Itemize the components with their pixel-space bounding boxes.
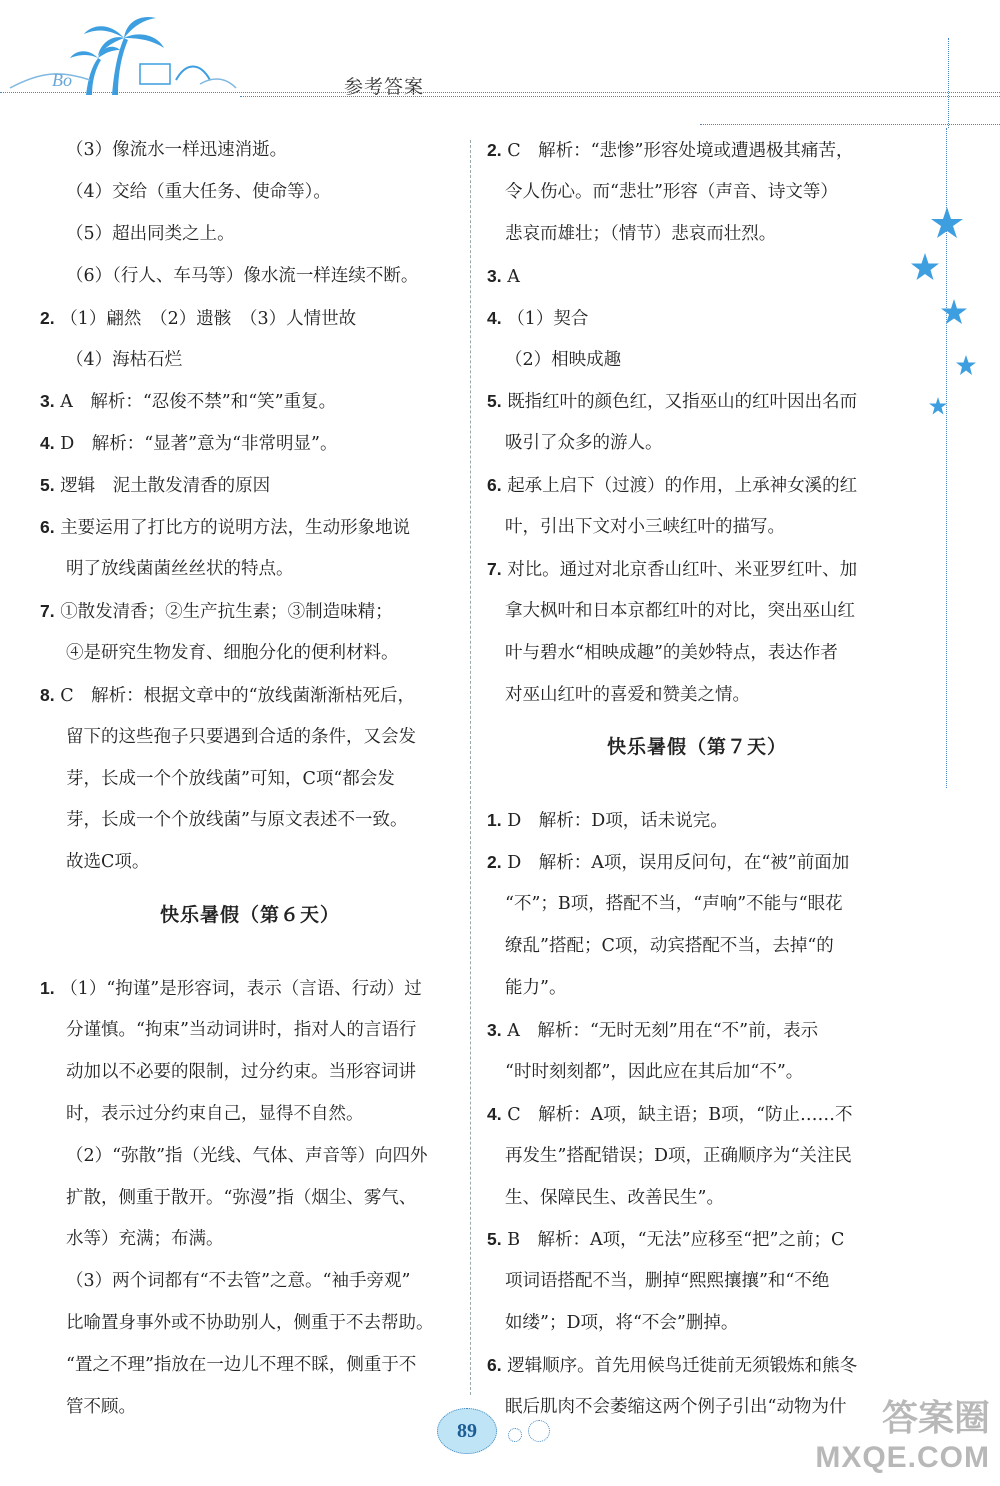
answer-text: 既指红叶的颜色红，又指巫山的红叶因出名而 — [507, 392, 858, 413]
answer-text: D 解析：“显著”意为“非常明显”。 — [60, 434, 338, 455]
answer-text: 分谨慎。“拘束”当动词讲时，指对人的言语行 — [66, 1019, 417, 1040]
answer-text: C 解析：A项，缺主语；B项，“防止……不 — [507, 1104, 853, 1125]
answer-text: B 解析：A项，“无法”应移至“把”之前；C — [507, 1230, 845, 1251]
answer-line — [40, 306, 356, 331]
answer-line — [487, 557, 857, 582]
answer-line — [505, 348, 621, 372]
answer-line — [505, 683, 750, 707]
corner-dotted-line — [948, 38, 949, 128]
answer-line — [66, 767, 395, 791]
question-number: 5. — [487, 1229, 502, 1250]
answer-text: 明了放线菌菌丝丝状的特点。 — [66, 559, 294, 579]
answer-line — [40, 431, 338, 456]
answer-line — [505, 1060, 803, 1084]
answer-text: 眠后肌肉不会萎缩这两个例子引出“动物为什 — [505, 1397, 847, 1417]
answer-text: A 解析：“忍俊不禁”和“笑”重复。 — [60, 392, 337, 413]
header-divider-line — [0, 92, 1000, 93]
answer-line — [505, 431, 663, 455]
question-number: 6. — [40, 517, 55, 538]
answer-line — [487, 306, 588, 331]
answer-text: 留下的这些孢子只要遇到合适的条件，又会发 — [66, 726, 416, 747]
answer-line — [66, 348, 182, 372]
answer-line — [487, 1227, 844, 1252]
answer-line — [66, 1269, 410, 1293]
question-number: 3. — [487, 265, 502, 286]
answer-text: “时时刻刻都”，因此应在其后加“不”。 — [505, 1061, 804, 1082]
answer-line — [66, 1018, 416, 1042]
answer-line — [66, 1144, 428, 1168]
answer-line — [40, 683, 415, 708]
answer-text: （3）两个词都有“不去管”之意。“袖手旁观” — [66, 1271, 411, 1292]
palm-tree-logo-icon — [0, 0, 240, 100]
question-number: 4. — [487, 307, 502, 328]
answer-text: 逻辑顺序。首先用候鸟迁徙前无须锻炼和熊冬 — [507, 1356, 858, 1377]
watermark-url: MXQE.COM — [815, 1441, 990, 1474]
answer-text: 比喻置身事外或不协助别人，侧重于不去帮助。 — [66, 1313, 434, 1334]
answer-text: 叶与碧水“相映成趣”的美妙特点，表达作者 — [505, 642, 838, 663]
answer-text: A — [507, 266, 520, 287]
answer-line — [505, 1144, 852, 1168]
watermark — [815, 1398, 990, 1478]
question-number: 3. — [40, 391, 55, 412]
answer-line — [505, 641, 838, 665]
answer-line — [66, 1395, 136, 1419]
answer-text: 项词语搭配不当，删掉“熙熙攘攘”和“不绝 — [505, 1271, 830, 1292]
answer-text: 再发生”搭配错误；D项，正确顺序为“关注民 — [505, 1145, 852, 1166]
question-number: 2. — [487, 852, 502, 873]
answer-line — [487, 808, 728, 833]
question-number: 2. — [487, 140, 502, 160]
question-number: 3. — [487, 1019, 502, 1040]
answer-text: “不”；B项，搭配不当，“声响”不能与“眼花 — [505, 894, 843, 915]
answer-line — [40, 389, 336, 414]
answer-text: ①散发清香；②生产抗生素；③制造味精； — [60, 601, 393, 622]
answer-line — [487, 264, 520, 289]
question-number: 8. — [40, 684, 55, 705]
question-number: 2. — [40, 307, 55, 328]
answer-line — [66, 1353, 416, 1377]
answer-line — [66, 180, 331, 204]
answer-line — [66, 222, 235, 246]
answer-line — [505, 599, 855, 623]
answer-text: 对巫山红叶的喜爱和赞美之情。 — [505, 684, 750, 705]
answer-line — [40, 599, 393, 624]
answer-text: 起承上启下（过渡）的作用，上承神女溪的红 — [507, 476, 858, 497]
star-icon — [955, 354, 977, 376]
answer-line — [487, 1018, 818, 1043]
answer-text: （4）交给（重大任务、使命等）。 — [66, 181, 331, 202]
answer-line — [66, 725, 416, 749]
watermark-logo-text: 答案圈 — [881, 1397, 990, 1438]
answer-line — [505, 1311, 738, 1335]
decor-bubble — [528, 1420, 550, 1442]
answer-line — [487, 1353, 857, 1378]
question-number: 1. — [40, 978, 55, 998]
answer-line — [487, 473, 857, 498]
answer-text: （1）翩然 （2）遗骸 （3）人情世故 — [60, 308, 357, 329]
page-number-badge: 89 — [437, 1408, 497, 1454]
answer-line — [40, 515, 410, 540]
page-header-title: 参考答案 — [344, 76, 425, 98]
answer-text: （5）超出同类之上。 — [66, 223, 235, 244]
answer-text: D 解析：D项，话未说完。 — [507, 811, 728, 832]
answer-text: （4）海枯石烂 — [66, 349, 183, 370]
answer-line — [66, 557, 294, 581]
star-icon — [940, 298, 968, 326]
star-icon — [930, 206, 964, 240]
answer-line — [505, 180, 838, 204]
answer-line — [40, 473, 270, 498]
section-heading-day6: 快乐暑假（第６天） — [159, 904, 340, 926]
question-number: 5. — [40, 475, 55, 496]
answer-text: A 解析：“无时无刻”用在“不”前，表示 — [507, 1020, 819, 1041]
answer-line — [66, 808, 407, 832]
answer-line — [505, 1269, 829, 1293]
question-number: 7. — [40, 600, 55, 621]
question-number: 6. — [487, 475, 502, 496]
svg-text:Bo: Bo — [52, 70, 72, 90]
answer-line — [66, 1102, 364, 1126]
decor-bubble — [508, 1428, 522, 1442]
answer-text: 生、保障民生、改善民生”。 — [505, 1187, 724, 1208]
answer-text: 能力”。 — [505, 978, 567, 998]
answer-text: （2）相映成趣 — [505, 349, 622, 370]
answer-line — [505, 1186, 724, 1210]
answer-text: 叶，引出下文对小三峡红叶的描写。 — [505, 517, 785, 538]
answer-line — [505, 222, 776, 246]
answer-line — [505, 892, 843, 916]
answer-line — [487, 1102, 853, 1127]
question-number: 1. — [487, 810, 502, 831]
answer-text: 动加以不必要的限制，过分约束。当形容词讲 — [66, 1061, 416, 1082]
answer-line — [66, 1186, 416, 1210]
answer-text: 时，表示过分约束自己，显得不自然。 — [66, 1103, 364, 1124]
question-number: 5. — [487, 391, 502, 412]
answer-text: C 解析：“悲惨”形容处境或遭遇极其痛苦， — [507, 141, 854, 161]
answer-text: 逻辑 泥土散发清香的原因 — [60, 476, 271, 497]
answer-line — [66, 1227, 224, 1251]
question-number: 7. — [487, 559, 502, 579]
answer-line — [505, 976, 566, 1000]
answer-text: 芽，长成一个个放线菌”可知，C项“都会发 — [66, 768, 395, 789]
answer-line — [487, 138, 853, 163]
answer-line — [66, 264, 418, 288]
answer-text: 如缕”；D项，将“不会”删掉。 — [505, 1313, 739, 1334]
answer-text: 缭乱”搭配；C项，动宾搭配不当，去掉“的 — [505, 936, 834, 957]
answer-text: 扩散，侧重于散开。“弥漫”指（烟尘、雾气、 — [66, 1187, 417, 1208]
corner-dotted-line — [700, 124, 1000, 125]
answer-text: D 解析：A项，误用反问句，在“被”前面加 — [507, 853, 850, 874]
answer-text: “置之不理”指放在一边儿不理不睬，侧重于不 — [66, 1355, 417, 1376]
answer-line — [66, 850, 149, 874]
answer-text: 令人伤心。而“悲壮”形容（声音、诗文等） — [505, 181, 838, 202]
answer-line — [487, 389, 857, 414]
answer-line — [505, 515, 785, 539]
answer-text: 对比。通过对北京香山红叶、米亚罗红叶、加 — [507, 560, 858, 580]
question-number: 4. — [40, 433, 55, 454]
question-number: 6. — [487, 1355, 502, 1376]
star-icon — [928, 396, 948, 416]
column-divider — [470, 140, 471, 1395]
answer-text: 管不顾。 — [66, 1397, 136, 1417]
answer-text: 水等）充满；布满。 — [66, 1229, 224, 1250]
header-divider-line — [240, 96, 1000, 97]
answer-text: 故选C项。 — [66, 852, 150, 873]
answer-line — [66, 1311, 434, 1335]
answer-line — [487, 850, 849, 875]
answer-line — [66, 641, 399, 665]
answer-line — [40, 976, 422, 1001]
answer-line — [505, 1395, 846, 1419]
answer-text: （6）（行人、车马等）像水流一样连续不断。 — [66, 265, 419, 286]
answer-line — [505, 934, 834, 958]
answer-text: 主要运用了打比方的说明方法，生动形象地说 — [60, 518, 411, 539]
answer-text: （2）“弥散”指（光线、气体、声音等）向四外 — [66, 1145, 428, 1166]
answer-line — [66, 138, 287, 162]
answer-text: 悲哀而雄壮；（情节）悲哀而壮烈。 — [505, 223, 777, 244]
page-header — [0, 0, 1000, 130]
answer-text: 拿大枫叶和日本京都红叶的对比，突出巫山红 — [505, 600, 855, 621]
question-number: 4. — [487, 1103, 502, 1124]
answer-text: （1）契合 — [507, 308, 589, 329]
section-heading-day7: 快乐暑假（第７天） — [606, 736, 787, 758]
answer-text: C 解析：根据文章中的“放线菌渐渐枯死后， — [60, 685, 416, 706]
answer-text: 吸引了众多的游人。 — [505, 433, 663, 454]
star-icon — [910, 252, 940, 282]
answer-text: ④是研究生物发育、细胞分化的便利材料。 — [66, 642, 399, 663]
answer-line — [66, 1060, 416, 1084]
answer-text: 芽，长成一个个放线菌”与原文表述不一致。 — [66, 810, 408, 831]
answer-text: （3）像流水一样迅速消逝。 — [66, 140, 288, 160]
answer-text: （1）“拘谨”是形容词，表示（言语、行动）过 — [60, 979, 422, 999]
